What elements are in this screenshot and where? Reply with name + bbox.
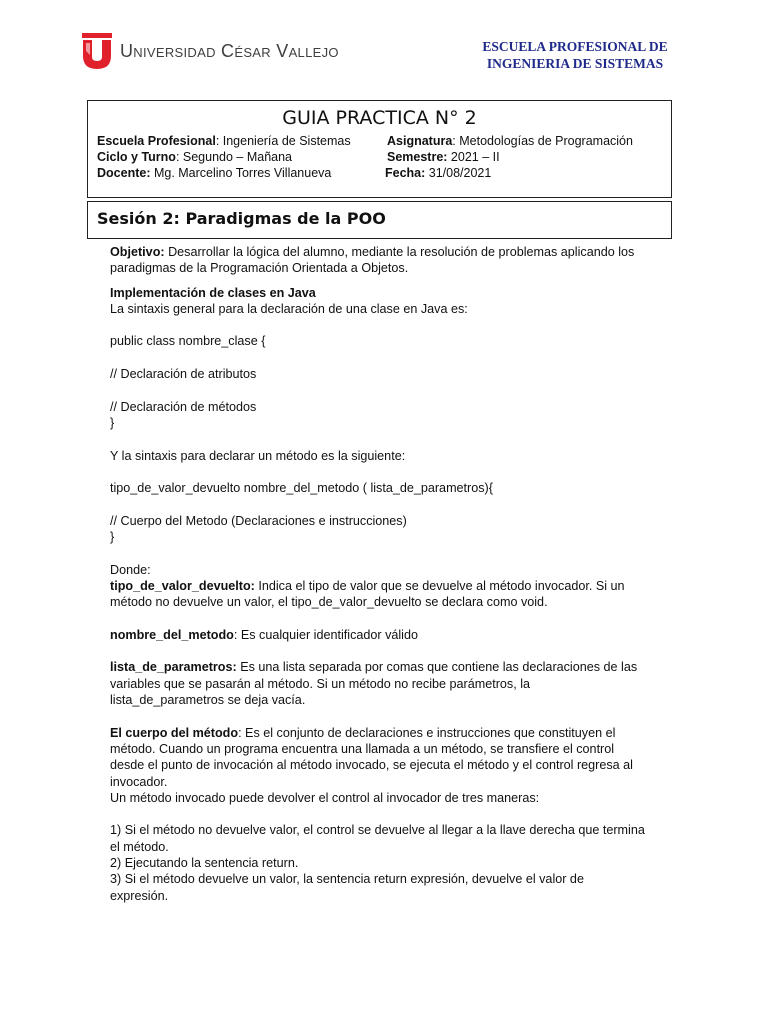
code-close-brace-1: }: [110, 415, 115, 430]
params-label: lista_de_parametros:: [110, 660, 237, 675]
method-body-label: El cuerpo del método: [110, 725, 239, 740]
return-type-label: tipo_de_valor_devuelto:: [110, 578, 255, 593]
meta-semester-label: Semestre:: [387, 150, 448, 164]
university-name: Universidad César Vallejo: [120, 40, 339, 61]
where-label: Donde:: [110, 562, 151, 577]
school-line-2: INGENIERIA DE SISTEMAS: [486, 56, 664, 71]
impl-intro: La sintaxis general para la declaración de una clase en Java es:: [110, 301, 468, 316]
university-logo: [80, 30, 339, 72]
meta-school-value: : Ingeniería de Sistemas: [215, 134, 351, 148]
meta-subject: [387, 133, 633, 149]
method-name-paragraph: [110, 627, 645, 643]
session-title: Sesión 2: Paradigmas de la POO: [97, 209, 386, 228]
code-close-brace-2: }: [110, 530, 115, 545]
meta-date-value: 31/08/2021: [425, 166, 492, 180]
method-body-text: : Es el conjunto de declaraciones e instrucciones que constituyen el método. Cuando un programa encuentra una llamada a un método, se transfiere el control desde el punto de invocación al método invocado, se ejecuta el método y el control regresa al invocador.: [110, 725, 633, 789]
params-paragraph: [110, 659, 645, 708]
school-heading: [440, 38, 710, 72]
method-name-label: nombre_del_metodo: [110, 627, 234, 642]
objective-text: Desarrollar la lógica del alumno, mediante la resolución de problemas aplicando los paradigmas de la Programación Orientada a Objetos.: [110, 245, 635, 276]
return-way-3: 3) Si el método devuelve un valor, la sentencia return expresión, devuelve el valor de expresión.: [110, 872, 584, 903]
meta-subject-label: Asignatura: [387, 134, 453, 148]
meta-teacher-label: Docente:: [97, 166, 151, 180]
meta-teacher-value: Mg. Marcelino Torres Villanueva: [150, 166, 332, 180]
meta-date: [385, 165, 491, 181]
session-box: [87, 201, 672, 239]
meta-cycle-label: Ciclo y Turno: [97, 150, 176, 164]
objective-label: Objetivo:: [110, 245, 165, 259]
meta-semester-value: 2021 – II: [447, 150, 500, 164]
school-line-1: ESCUELA PROFESIONAL DE: [482, 39, 668, 54]
return-way-2: 2) Ejecutando la sentencia return.: [110, 855, 299, 870]
code-attr-comment: // Declaración de atributos: [110, 367, 257, 382]
code-method-signature: tipo_de_valor_devuelto nombre_del_metodo ( lista_de_parametros){: [110, 481, 493, 496]
guide-info-box: [87, 100, 672, 198]
code-methods-comment: // Declaración de métodos: [110, 399, 257, 414]
meta-cycle-value: : Segundo – Mañana: [175, 150, 293, 164]
method-body-paragraph: [110, 725, 645, 790]
impl-heading-text: Implementación de clases en Java: [110, 285, 316, 300]
guide-title: GUIA PRACTICA N° 2: [282, 107, 477, 129]
meta-semester: [387, 149, 500, 165]
code-class-open: public class nombre_clase {: [110, 334, 266, 349]
return-way-1: 1) Si el método no devuelve valor, el control se devuelve al llegar a la llave derecha que termina el método.: [110, 823, 645, 854]
return-type-paragraph: [110, 578, 645, 611]
meta-teacher: [97, 165, 331, 181]
meta-school-label: Escuela Profesional: [97, 134, 216, 148]
return-type-text: Indica el tipo de valor que se devuelve al método invocador. Si un método no devuelve un valor, el tipo_de_valor_devuelto se declara como void.: [110, 578, 625, 610]
meta-subject-value: : Metodologías de Programación: [452, 134, 633, 148]
method-syntax-intro: Y la sintaxis para declarar un método es la siguiente:: [110, 448, 406, 463]
ucv-crest-icon: [80, 31, 114, 71]
params-text: Es una lista separada por comas que contiene las declaraciones de las variables que se pasarán al método. Si un método no recibe parámetros, la lista_de_parametros se deja vacía.: [110, 660, 638, 708]
impl-heading: [110, 285, 645, 301]
method-name-text: : Es cualquier identificador válido: [233, 627, 418, 642]
objective-paragraph: [110, 244, 645, 277]
meta-school: [97, 133, 351, 149]
meta-date-label: Fecha:: [385, 166, 426, 180]
meta-cycle: [97, 149, 292, 165]
return-ways-intro: Un método invocado puede devolver el control al invocador de tres maneras:: [110, 790, 540, 805]
code-body-comment: // Cuerpo del Metodo (Declaraciones e instrucciones): [110, 513, 407, 528]
document-body: [110, 244, 645, 904]
